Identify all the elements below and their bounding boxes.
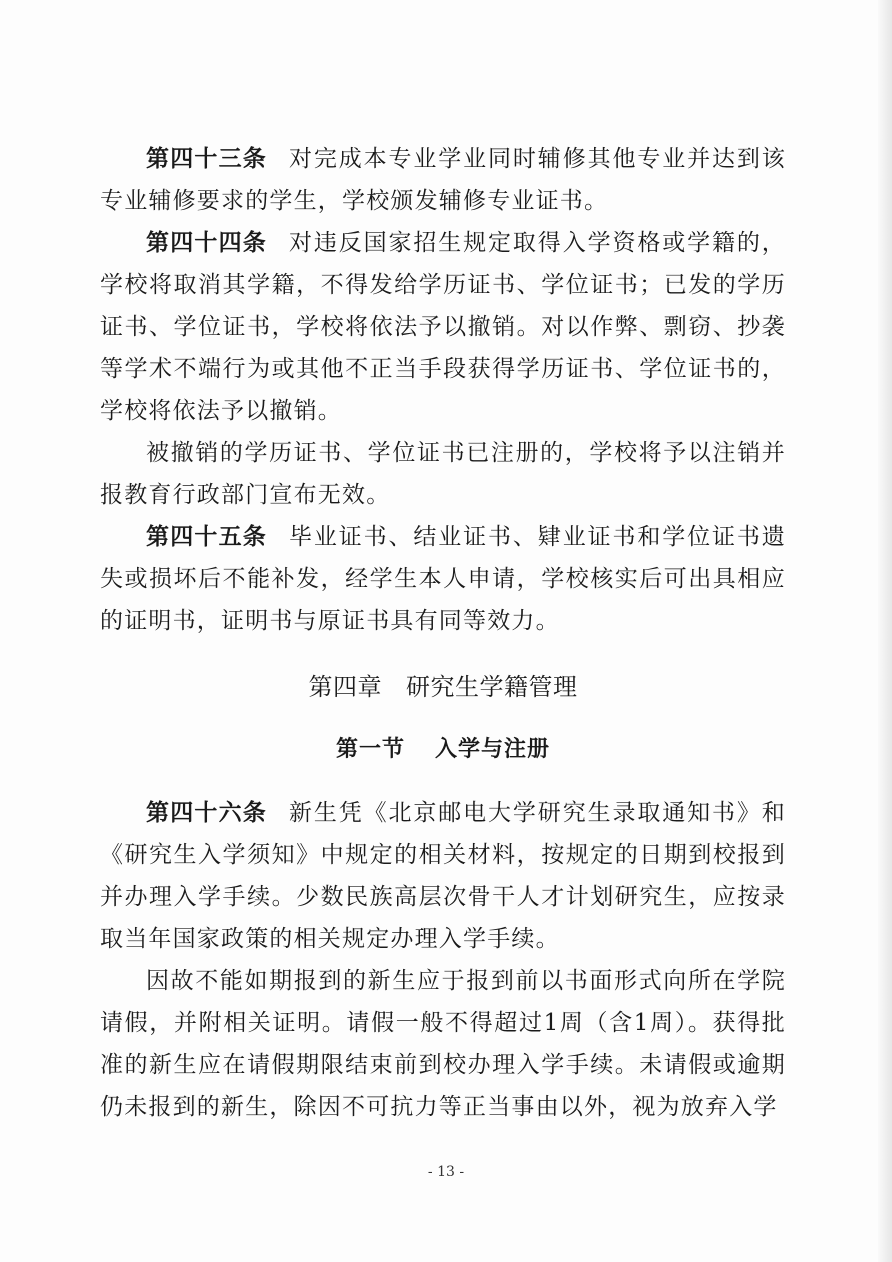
article-45 [100,516,786,642]
article-43 [100,138,786,222]
article-44 [100,222,786,432]
article-number: 第四十三条 [146,146,267,172]
article-number: 第四十五条 [146,524,267,550]
section-title: 入学与注册 [435,737,551,762]
chapter-title: 研究生学籍管理 [406,673,578,701]
article-text: 新生凭《北京邮电大学研究生录取通知书》和《研究生入学须知》中规定的相关材料，按规定的日期到校报到并办理入学手续。少数民族高层次骨干人才计划研究生，应按录取当年国家政策的相关规定办理入学手续。 [100,800,786,952]
chapter-heading [100,666,786,708]
article-46-paragraph-2 [100,960,786,1128]
section-number: 第一节 [335,737,405,762]
article-text: 对完成本专业学业同时辅修其他专业并达到该专业辅修要求的学生，学校颁发辅修专业证书。 [100,146,786,214]
article-46 [100,792,786,960]
article-44-paragraph-2 [100,432,786,516]
article-number: 第四十四条 [146,230,267,256]
chapter-number: 第四章 [308,673,382,701]
page-content [100,138,786,1128]
scan-edge-shadow [878,0,892,1262]
page-number: - 13 - [427,1164,465,1180]
article-text: 被撤销的学历证书、学位证书已注册的，学校将予以注销并报教育行政部门宣布无效。 [100,440,786,508]
article-number: 第四十六条 [146,800,267,826]
article-text: 因故不能如期报到的新生应于报到前以书面形式向所在学院请假，并附相关证明。请假一般不得超过1周（含1周）。获得批准的新生应在请假期限结束前到校办理入学手续。未请假或逾期仍未报到的新生，除因不可抗力等正当事由以外，视为放弃入学 [100,968,786,1120]
article-text: 对违反国家招生规定取得入学资格或学籍的，学校将取消其学籍，不得发给学历证书、学位证书；已发的学历证书、学位证书，学校将依法予以撤销。对以作弊、剽窃、抄袭等学术不端行为或其他不正当手段获得学历证书、学位证书的，学校将依法予以撤销。 [100,230,786,424]
section-heading [100,730,786,770]
article-text: 毕业证书、结业证书、肄业证书和学位证书遗失或损坏后不能补发，经学生本人申请，学校核实后可出具相应的证明书，证明书与原证书具有同等效力。 [100,524,786,634]
